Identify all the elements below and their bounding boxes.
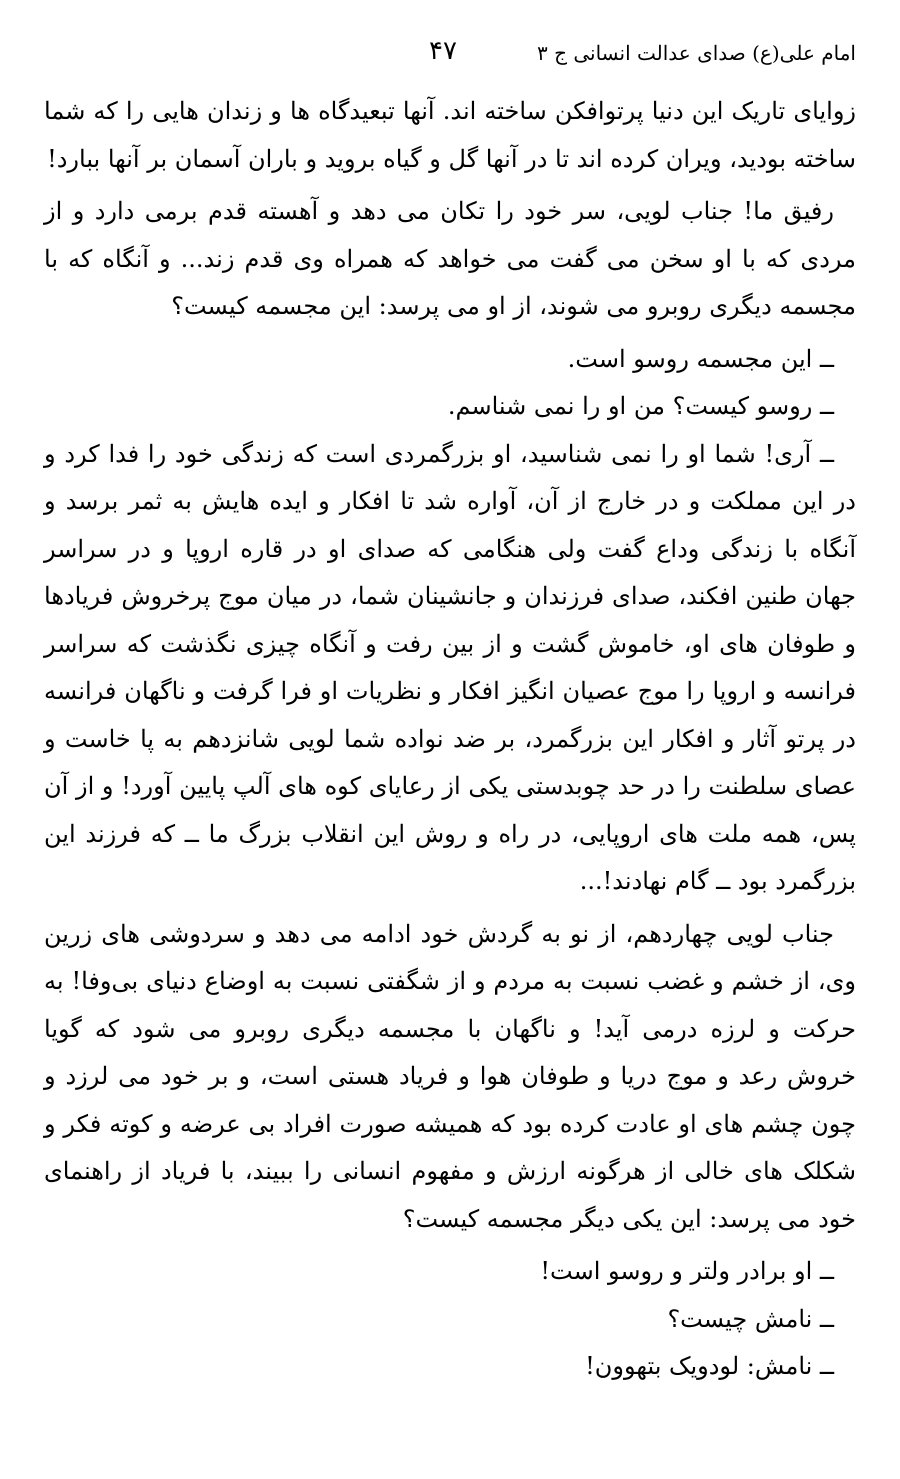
dialog-line-1: ــ این مجسمه روسو است. (567, 344, 834, 373)
page-number: ۴۷ (429, 36, 457, 66)
paragraph-4: جناب لویی چهاردهم، از نو به گردش خود ادامه می دهد و سردوشی های زرین وی، از خشم و غضب نسبت به مردم و از شگفتی نسبت به اوضاع دنیای بی‌وفا! به حرکت و لرزه درمی آید! و ناگهان با مجسمه دیگری روبرو می شود که گویا خروش رعد و موج دریا و طوفان هوا و فریاد هستی است، و بر خود می لرزد و چون چشم های او عادت کرده بود که همیشه صورت افراد بی عرضه و کوته فکر و شکلک های خالی از هرگونه ارزش و مفهوم انسانی را ببیند، با فریاد از راهنمای خود می پرسد: این یکی دیگر مجسمه کیست؟ (44, 919, 856, 1233)
dialog-line-4: ــ نامش چیست؟ (667, 1304, 834, 1333)
running-title: امام علی(ع) صدای عدالت انسانی ج ۳ (536, 41, 856, 65)
paragraph-3: ــ آری! شما او را نمی شناسید، او بزرگمردی است که زندگی خود را فدا کرد و در این مملکت و در خارج از آن، آواره شد تا افکار و ایده هایش به ثمر برسد و آنگاه با زندگی وداع گفت ولی هنگامی که صدای او در قاره اروپا و در سراسر جهان طنین افکند، صدای فرزندان و جانشینان شما، در میان موج پرخروش فریادها و طوفان های او، خاموش گشت و از بین رفت و آنگاه چیزی نگذشت که سراسر فرانسه و اروپا را موج عصیان انگیز افکار و نظریات او فرا گرفت و ناگهان فرانسه در پرتو آثار و افکار این بزرگمرد، بر ضد نواده شما لویی شانزدهم به پا خاست و عصای سلطنت را در حد چوبدستی یکی از رعایای کوه های آلپ پایین آورد! و از آن پس، همه ملت های اروپایی، در راه و روش این انقلاب بزرگ ما ــ که فرزند این بزرگمرد بود ــ گام نهادند!... (44, 439, 857, 895)
dialog-line-2: ــ روسو کیست؟ من او را نمی شناسم. (447, 392, 834, 420)
dialog-line-5: ــ نامش: لودویک بتهوون! (585, 1352, 834, 1380)
paragraph-1: زوایای تاریک این دنیا پرتوافکن ساخته اند. آنها تبعیدگاه ها و زندان هایی را که شما ساخته بودید، ویران کرده اند تا در آنها گل و گیاه بروید و باران آسمان بر آنها ببارد! (44, 97, 856, 173)
dialog-line-3: ــ او برادر ولتر و روسو است! (540, 1257, 834, 1285)
body-text (44, 88, 856, 1391)
paragraph-2: رفیق ما! جناب لویی، سر خود را تکان می دهد و آهسته قدم برمی دارد و از مردی که با او سخن می گفت می خواهد که همراه وی قدم زند... و آنگاه که با مجسمه دیگری روبرو می شوند، از او می پرسد: این مجسمه کیست؟ (44, 197, 856, 320)
